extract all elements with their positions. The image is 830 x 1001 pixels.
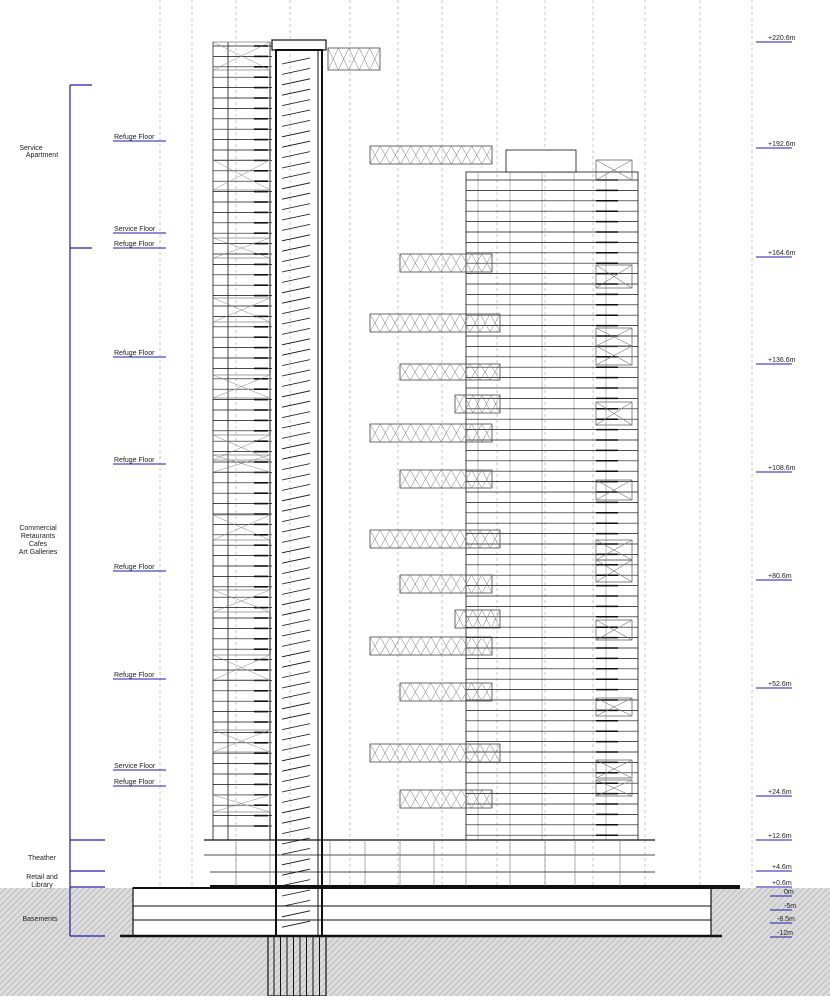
zone-retail-1: Retail and — [26, 874, 58, 881]
level-label: +0.6m — [772, 880, 792, 887]
level-label: +80.6m — [768, 573, 792, 580]
level-label: +220.6m — [768, 35, 796, 42]
floor-label: Service Floor — [114, 226, 156, 233]
zone-commercial-4: Art Galleries — [18, 549, 58, 556]
floor-label: Refuge Floor — [114, 241, 155, 248]
zone-commercial-2: Retaurants — [20, 533, 56, 540]
level-label: +12.6m — [768, 833, 792, 840]
zone-service-apartment-2: Apartment — [25, 152, 59, 159]
zone-service-apartment-1: Service — [19, 145, 43, 152]
floor-label: Service Floor — [114, 763, 156, 770]
podium — [204, 840, 740, 886]
level-label: +192.6m — [768, 141, 796, 148]
right-tower — [466, 150, 638, 840]
zone-theatre: Theather — [27, 855, 57, 862]
zone-commercial-1: Commercial — [19, 525, 57, 532]
level-label: 0m — [784, 889, 794, 896]
basement-box — [133, 888, 711, 936]
level-label: -5m — [784, 903, 797, 910]
floor-label: Refuge Floor — [114, 672, 155, 679]
level-label: +52.6m — [768, 681, 792, 688]
level-label: -12m — [777, 930, 793, 937]
core — [272, 40, 326, 936]
level-label: +108.6m — [768, 465, 796, 472]
level-label: +164.6m — [768, 250, 796, 257]
floor-label: Refuge Floor — [114, 779, 155, 786]
zone-brackets — [70, 85, 105, 936]
floor-label: Refuge Floor — [114, 457, 155, 464]
level-markers — [756, 35, 796, 937]
zone-basements: Basements — [22, 916, 58, 923]
floor-label: Refuge Floor — [114, 350, 155, 357]
level-label: +4.6m — [772, 864, 792, 871]
floor-label: Refuge Floor — [114, 564, 155, 571]
floor-labels — [113, 134, 166, 786]
level-label: +136.6m — [768, 357, 796, 364]
zone-commercial-3: Cafes — [28, 541, 48, 548]
zone-retail-2: Library — [31, 882, 53, 889]
floor-label: Refuge Floor — [114, 134, 155, 141]
level-label: +24.6m — [768, 789, 792, 796]
level-label: -8.5m — [777, 916, 795, 923]
left-tower — [213, 42, 272, 840]
sky-bridges — [328, 48, 500, 808]
